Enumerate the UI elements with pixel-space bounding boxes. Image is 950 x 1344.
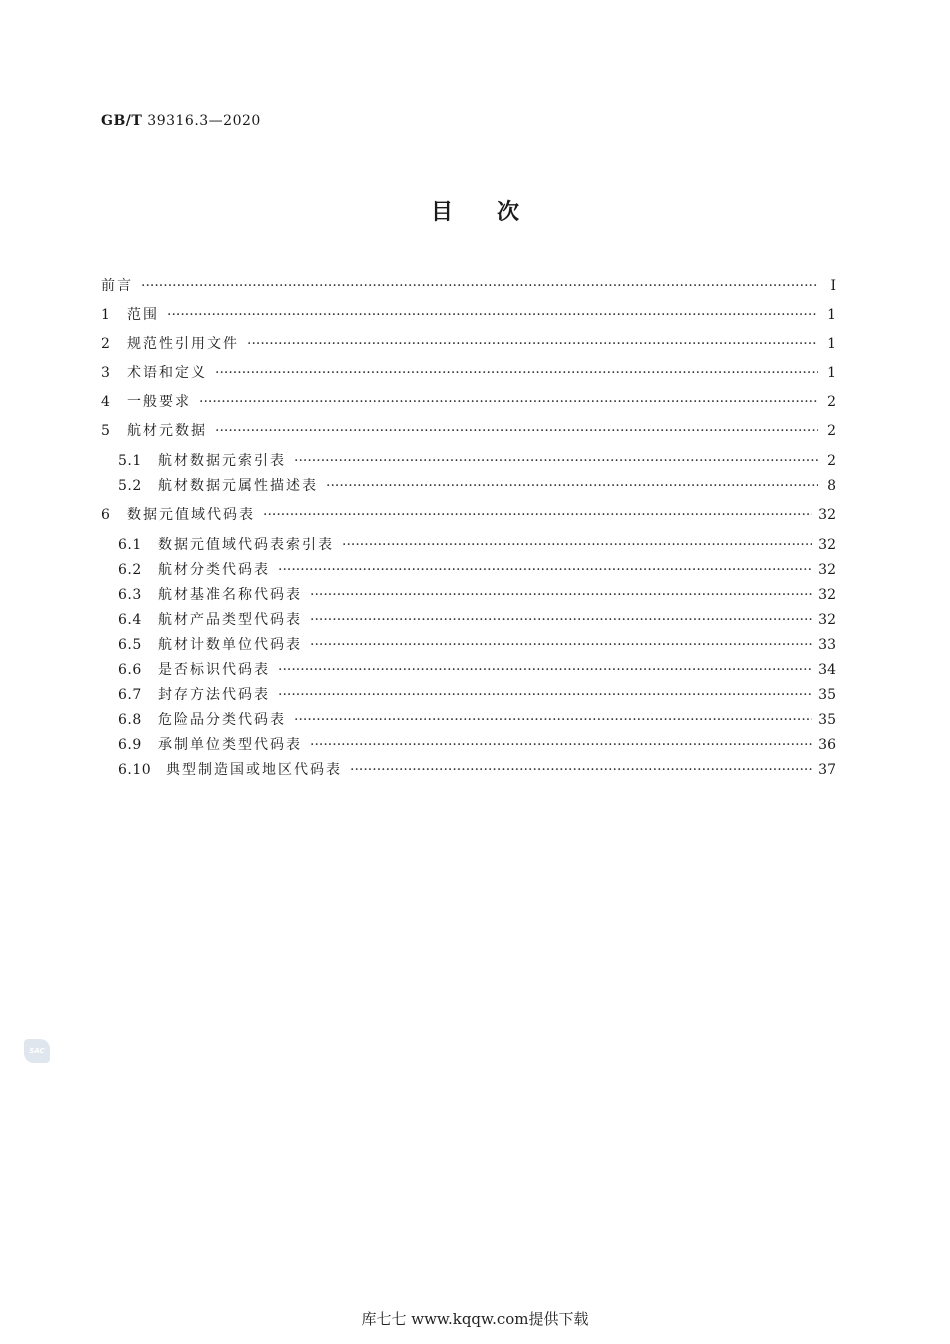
toc-entry-1[interactable]	[101, 304, 836, 324]
toc-entry-6[interactable]	[101, 504, 836, 524]
toc-entry-label: 封存方法代码表	[158, 687, 270, 703]
toc-leader-dots	[278, 687, 812, 703]
toc-entry-number: 3	[101, 365, 111, 381]
toc-leader-dots	[215, 423, 818, 439]
toc-entry-6-10[interactable]	[118, 759, 836, 779]
toc-entry-page: 32	[818, 612, 836, 628]
toc-leader-dots	[310, 612, 812, 628]
toc-entry-6-1[interactable]	[118, 534, 836, 554]
toc-entry-5-2[interactable]	[118, 475, 836, 495]
toc-entry-page: 32	[818, 562, 836, 578]
toc-entry-number: 6.10	[118, 762, 152, 778]
toc-leader-dots	[247, 336, 818, 352]
toc-leader-dots	[326, 478, 818, 494]
toc-entry-page: 2	[827, 423, 836, 439]
toc-entry-page: 1	[827, 365, 836, 381]
toc-entry-6-5[interactable]	[118, 634, 836, 654]
toc-entry-label: 危险品分类代码表	[158, 712, 286, 728]
toc-entry-number: 6.3	[118, 587, 142, 603]
toc-entry-number: 6.1	[118, 537, 142, 553]
toc-entry-number: 5.2	[118, 478, 142, 494]
toc-entry-page: 1	[827, 307, 836, 323]
toc-entry-label: 典型制造国或地区代码表	[166, 762, 342, 778]
toc-entry-2[interactable]	[101, 333, 836, 353]
sac-watermark-logo: SAC	[24, 1039, 50, 1063]
toc-leader-dots	[294, 712, 812, 728]
toc-entry-page: 2	[827, 453, 836, 469]
toc-entry-6-7[interactable]	[118, 684, 836, 704]
toc-leader-dots	[278, 662, 812, 678]
toc-entry-page: 37	[818, 762, 836, 778]
toc-entry-number: 6.5	[118, 637, 142, 653]
toc-entry-page: 34	[818, 662, 836, 678]
toc-entry-label: 航材数据元属性描述表	[158, 478, 318, 494]
toc-entry-5-1[interactable]	[118, 450, 836, 470]
toc-leader-dots	[342, 537, 812, 553]
toc-entry-page: 1	[827, 336, 836, 352]
toc-entry-page: 32	[818, 537, 836, 553]
toc-entry-number: 2	[101, 336, 111, 352]
toc-entry-6-2[interactable]	[118, 559, 836, 579]
toc-leader-dots	[310, 587, 812, 603]
toc-entry-label: 数据元值域代码表	[127, 507, 255, 523]
toc-entry-page: 32	[818, 507, 836, 523]
toc-entry-number: 6.2	[118, 562, 142, 578]
toc-entry-label: 航材数据元索引表	[158, 453, 286, 469]
toc-entry-number: 1	[101, 307, 111, 323]
toc-entry-label: 一般要求	[127, 394, 191, 410]
toc-entry-preface[interactable]	[101, 275, 836, 295]
toc-entry-6-3[interactable]	[118, 584, 836, 604]
toc-leader-dots	[310, 637, 812, 653]
toc-entry-label: 规范性引用文件	[127, 336, 239, 352]
toc-entry-number: 5.1	[118, 453, 142, 469]
toc-leader-dots	[278, 562, 812, 578]
toc-entry-4[interactable]	[101, 391, 836, 411]
toc-entry-label: 数据元值域代码表索引表	[158, 537, 334, 553]
toc-entry-label: 航材分类代码表	[158, 562, 270, 578]
footer-credit: 库七七 www.kqqw.com提供下载	[361, 1310, 589, 1328]
toc-leader-dots	[350, 762, 812, 778]
toc-entry-label: 航材产品类型代码表	[158, 612, 302, 628]
toc-entry-label: 范围	[127, 307, 159, 323]
standard-number: 39316.3—2020	[147, 113, 261, 129]
toc-entry-page: 32	[818, 587, 836, 603]
toc-leader-dots	[141, 278, 818, 294]
toc-entry-page: Ⅰ	[830, 278, 836, 294]
toc-entry-number: 6.8	[118, 712, 142, 728]
toc-entry-6-8[interactable]	[118, 709, 836, 729]
toc-entry-page: 36	[818, 737, 836, 753]
toc-leader-dots	[263, 507, 812, 523]
toc-entry-page: 8	[827, 478, 836, 494]
toc-entry-3[interactable]	[101, 362, 836, 382]
toc-entry-number: 6.7	[118, 687, 142, 703]
toc-entry-6-4[interactable]	[118, 609, 836, 629]
toc-entry-label: 航材基准名称代码表	[158, 587, 302, 603]
toc-leader-dots	[199, 394, 818, 410]
toc-entry-5[interactable]	[101, 420, 836, 440]
toc-entry-number: 6.6	[118, 662, 142, 678]
toc-entry-label: 是否标识代码表	[158, 662, 270, 678]
toc-entry-6-6[interactable]	[118, 659, 836, 679]
toc-leader-dots	[215, 365, 818, 381]
page-title: 目次	[430, 200, 563, 225]
toc-entry-label: 航材计数单位代码表	[158, 637, 302, 653]
toc-entry-page: 2	[827, 394, 836, 410]
toc-leader-dots	[310, 737, 812, 753]
toc-entry-number: 5	[101, 423, 111, 439]
toc-leader-dots	[294, 453, 818, 469]
toc-entry-label: 术语和定义	[127, 365, 207, 381]
toc-leader-dots	[167, 307, 818, 323]
toc-entry-page: 33	[818, 637, 836, 653]
toc-entry-number: 6.9	[118, 737, 142, 753]
toc-entry-label: 承制单位类型代码表	[158, 737, 302, 753]
toc-entry-number: 6.4	[118, 612, 142, 628]
toc-entry-page: 35	[818, 687, 836, 703]
toc-entry-6-9[interactable]	[118, 734, 836, 754]
toc-entry-page: 35	[818, 712, 836, 728]
toc-entry-label: 航材元数据	[127, 423, 207, 439]
toc-entry-label: 前言	[101, 278, 133, 294]
standard-code	[101, 113, 261, 129]
toc-entry-number: 4	[101, 394, 111, 410]
toc-entry-number: 6	[101, 507, 111, 523]
standard-prefix: GB/T	[101, 113, 143, 129]
